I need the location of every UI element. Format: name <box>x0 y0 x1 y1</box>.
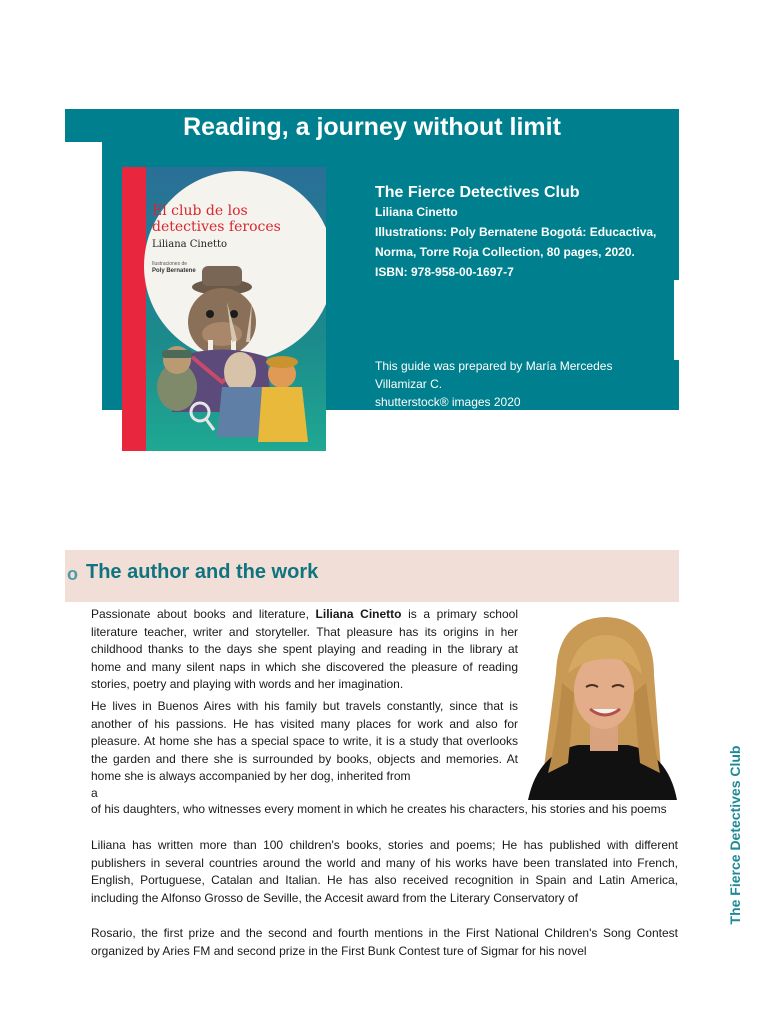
book-cover-image <box>122 167 326 451</box>
cover-author: Liliana Cinetto <box>152 239 228 250</box>
paragraph-fragment: a <box>91 786 98 800</box>
author-photo <box>528 613 677 800</box>
book-author: Liliana Cinetto <box>375 205 458 219</box>
cover-illustrations-label: Ilustraciones de <box>152 261 188 267</box>
cover-illustration <box>122 262 326 451</box>
section-bullet: o <box>67 564 78 584</box>
credit-line: This guide was prepared by María Mercedes <box>375 359 613 373</box>
paragraph-works: Liliana has written more than 100 children's books, stories and poems; He has published with different publishers in several countries around the world and many of his works have been translated into French, English, Portuguese, Catalan and Italian. He has also received recognition in Spain and Latin America, including the Alfonso Grosso de Seville, the Accesit award from the Literary Conservatory of <box>91 838 678 905</box>
author-portrait <box>528 613 677 800</box>
section-title: The author and the work <box>86 561 319 583</box>
paragraph-home: He lives in Buenos Aires with his family but travels constantly, since that is another of his passions. He has visited many places for work and also for pleasure. At home she has a special space to write, it is a study that overlooks the garden and there she is surrounded by books, objects and memories. At home she is always accompanied by her dog, inherited from <box>91 699 518 783</box>
author-name: Liliana Cinetto <box>315 607 402 621</box>
credit-line: shutterstock® images 2020 <box>375 395 521 409</box>
book-illustrations-line: Illustrations: Poly Bernatene Bogotá: Educactiva, <box>375 225 657 239</box>
paragraph-intro: Passionate about books and literature, Liliana Cinetto is a primary school literature teacher, writer and storyteller. That pleasure has its origins in her childhood thanks to the days she spent playing and reading in the library at home and many silent naps in which she discovered the pleasure of reading stories, poetry and playing with words and her imagination. <box>91 607 518 691</box>
paragraph-awards: Rosario, the first prize and the second and fourth mentions in the First National Children's Song Contest organized by Aries FM and second prize in the First Bunk Contest ture of Sigmar for his novel <box>91 926 678 958</box>
book-isbn: ISBN: 978-958-00-1697-7 <box>375 265 514 279</box>
paragraph-home-continued: of his daughters, who witnesses every moment in which he creates his characters, his stories and his poems <box>91 802 667 816</box>
cover-title: El club de los detectives feroces <box>152 203 281 235</box>
banner-notch <box>674 280 684 360</box>
credit-line: Villamizar C. <box>375 377 443 391</box>
book-publication-line: Norma, Torre Roja Collection, 80 pages, 2020. <box>375 245 635 259</box>
page-title: Reading, a journey without limit <box>183 113 561 141</box>
book-title: The Fierce Detectives Club <box>375 184 580 201</box>
cover-illustrator: Poly Bernatene <box>152 268 196 274</box>
